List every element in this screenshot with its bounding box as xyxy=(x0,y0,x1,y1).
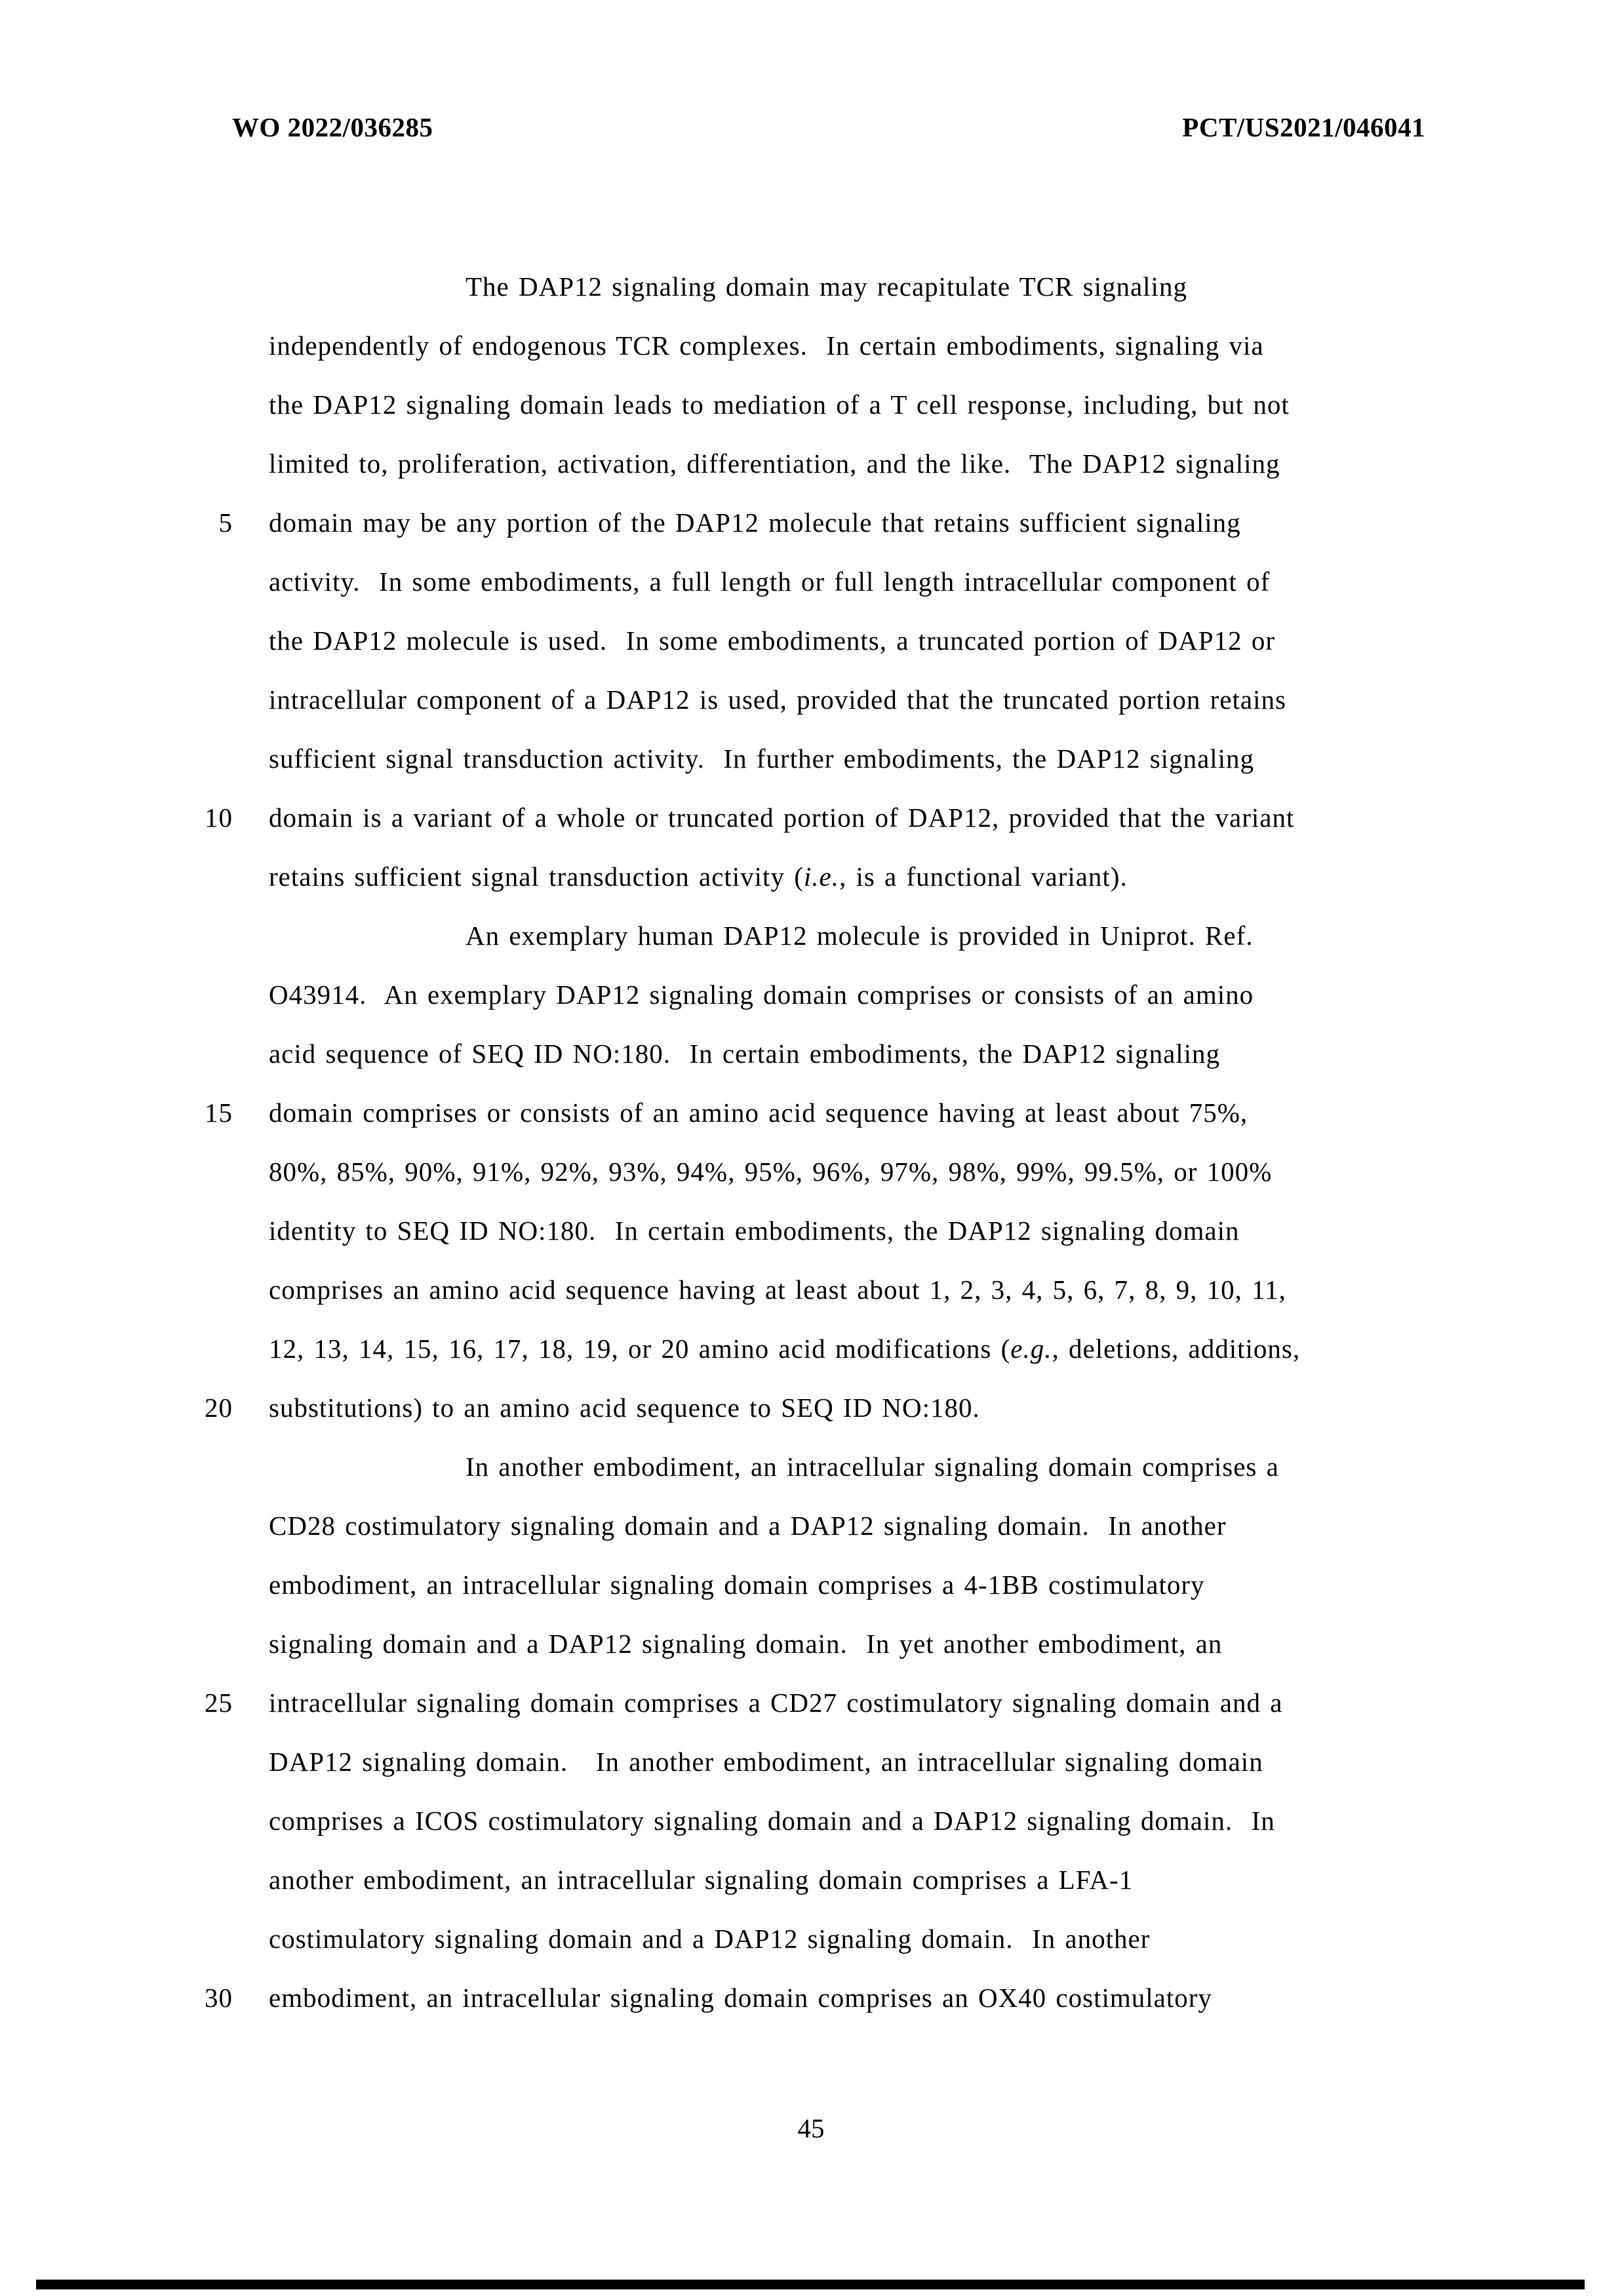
line-text: domain comprises or consists of an amino acid sequence having at least about 75%, xyxy=(269,1098,1248,1128)
text-line xyxy=(205,1378,1423,1437)
scan-artifact-bar xyxy=(36,2280,1585,2289)
line-text: acid sequence of SEQ ID NO:180. In certain embodiments, the DAP12 signaling xyxy=(269,1039,1221,1069)
line-text: comprises a ICOS costimulatory signaling domain and a DAP12 signaling domain. In xyxy=(269,1806,1275,1836)
text-line xyxy=(269,1260,1423,1319)
text-line xyxy=(269,906,1423,965)
line-text: The DAP12 signaling domain may recapitulate TCR signaling xyxy=(465,271,1187,302)
text-line xyxy=(269,375,1423,434)
text-line xyxy=(269,1555,1423,1614)
page-number: 45 xyxy=(797,2113,825,2143)
line-text: sufficient signal transduction activity. In further embodiments, the DAP12 signaling xyxy=(269,743,1255,774)
line-text: embodiment, an intracellular signaling domain comprises a 4-1BB costimulatory xyxy=(269,1570,1205,1600)
text-line xyxy=(269,1437,1423,1496)
text-line xyxy=(269,1319,1423,1378)
text-line xyxy=(269,552,1423,611)
line-text: embodiment, an intracellular signaling domain comprises an OX40 costimulatory xyxy=(269,1983,1212,2013)
publication-number: WO 2022/036285 xyxy=(232,112,433,142)
line-text: activity. In some embodiments, a full length or full length intracellular component of xyxy=(269,566,1271,597)
line-text: intracellular component of a DAP12 is used, provided that the truncated portion retains xyxy=(269,684,1286,715)
text-line xyxy=(269,1909,1423,1968)
text-line xyxy=(269,257,1423,316)
text-line xyxy=(269,1142,1423,1201)
line-text: 12, 13, 14, 15, 16, 17, 18, 19, or 20 amino acid modifications (e.g., deletions, additions, xyxy=(269,1334,1301,1364)
line-text: In another embodiment, an intracellular signaling domain comprises a xyxy=(465,1452,1279,1482)
line-text: O43914. An exemplary DAP12 signaling domain comprises or consists of an amino xyxy=(269,980,1254,1010)
line-text: limited to, proliferation, activation, differentiation, and the like. The DAP12 signaling xyxy=(269,448,1280,479)
line-text: the DAP12 molecule is used. In some embodiments, a truncated portion of DAP12 or xyxy=(269,625,1275,656)
text-line xyxy=(269,670,1423,729)
line-text: substitutions) to an amino acid sequence to SEQ ID NO:180. xyxy=(269,1393,980,1423)
line-text: domain is a variant of a whole or truncated portion of DAP12, provided that the variant xyxy=(269,802,1295,833)
line-number: 15 xyxy=(205,1098,233,1128)
line-text: retains sufficient signal transduction activity (i.e., is a functional variant). xyxy=(269,861,1128,892)
text-line xyxy=(269,1791,1423,1850)
text-line xyxy=(269,1614,1423,1673)
text-line xyxy=(205,788,1423,847)
text-line xyxy=(205,1673,1423,1732)
line-number: 30 xyxy=(205,1983,233,2013)
line-text: identity to SEQ ID NO:180. In certain embodiments, the DAP12 signaling domain xyxy=(269,1216,1240,1246)
line-text: intracellular signaling domain comprises a CD27 costimulatory signaling domain and a xyxy=(269,1688,1283,1718)
line-text: independently of endogenous TCR complexes. In certain embodiments, signaling via xyxy=(269,330,1264,361)
text-line xyxy=(269,434,1423,493)
line-text: domain may be any portion of the DAP12 molecule that retains sufficient signaling xyxy=(269,507,1241,538)
text-line xyxy=(269,965,1423,1024)
text-line xyxy=(269,1850,1423,1909)
line-number: 25 xyxy=(205,1688,233,1718)
line-text: comprises an amino acid sequence having at least about 1, 2, 3, 4, 5, 6, 7, 8, 9, 10, 11, xyxy=(269,1275,1286,1305)
application-number: PCT/US2021/046041 xyxy=(1182,112,1425,142)
text-line xyxy=(269,1201,1423,1260)
line-text: CD28 costimulatory signaling domain and a DAP12 signaling domain. In another xyxy=(269,1511,1227,1541)
line-number: 10 xyxy=(205,802,233,833)
text-line xyxy=(205,1968,1423,2027)
text-line xyxy=(269,729,1423,788)
text-line xyxy=(205,1083,1423,1142)
line-text: another embodiment, an intracellular signaling domain comprises a LFA-1 xyxy=(269,1865,1134,1895)
line-text: 80%, 85%, 90%, 91%, 92%, 93%, 94%, 95%, 96%, 97%, 98%, 99%, 99.5%, or 100% xyxy=(269,1157,1273,1187)
line-text: signaling domain and a DAP12 signaling domain. In yet another embodiment, an xyxy=(269,1629,1223,1659)
body-text xyxy=(205,257,1423,2027)
line-text: DAP12 signaling domain. In another embodiment, an intracellular signaling domain xyxy=(269,1747,1263,1777)
text-line xyxy=(269,1496,1423,1555)
text-line xyxy=(269,316,1423,375)
text-line xyxy=(269,847,1423,906)
line-text: An exemplary human DAP12 molecule is provided in Uniprot. Ref. xyxy=(465,920,1254,951)
line-number: 20 xyxy=(205,1393,233,1423)
text-line xyxy=(269,1732,1423,1791)
text-line xyxy=(269,611,1423,670)
line-text: costimulatory signaling domain and a DAP12 signaling domain. In another xyxy=(269,1924,1151,1954)
text-line xyxy=(218,493,1423,552)
line-text: the DAP12 signaling domain leads to mediation of a T cell response, including, but not xyxy=(269,389,1290,420)
text-line xyxy=(269,1024,1423,1083)
page-header xyxy=(232,111,1425,143)
line-number: 5 xyxy=(218,507,233,538)
